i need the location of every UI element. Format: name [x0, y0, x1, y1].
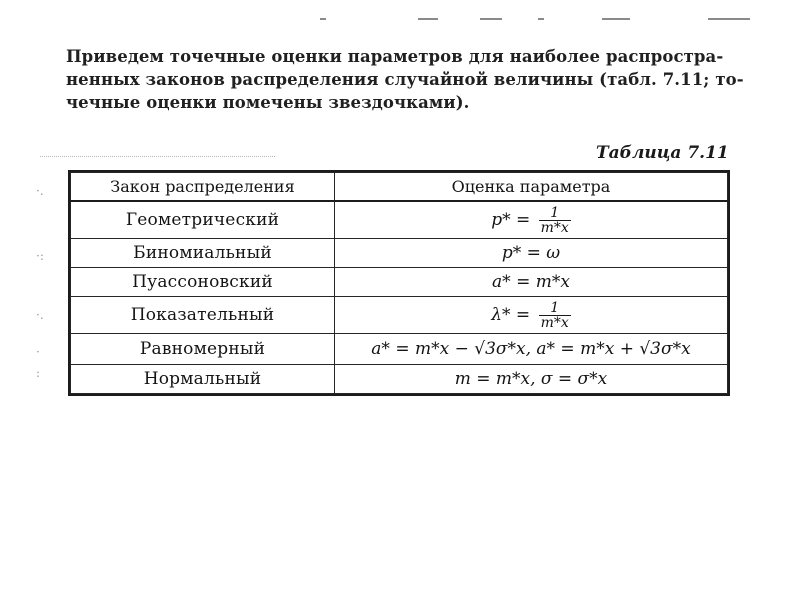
header-law: Закон распределения: [71, 173, 335, 202]
law-cell: Нормальный: [71, 365, 335, 394]
margin-mark: ·: [36, 345, 40, 359]
estimates-table: [68, 170, 730, 396]
fraction-numerator: 1: [539, 206, 571, 221]
formula-cell: a* = m*x: [335, 268, 728, 297]
table-caption: Таблица 7.11: [596, 143, 729, 163]
fraction: [539, 301, 571, 330]
margin-mark: :: [36, 366, 41, 380]
table-row: [71, 201, 728, 239]
formula-cell: m = m*x, σ = σ*x: [335, 365, 728, 394]
table-row: [71, 334, 728, 365]
formula-cell: p* = ω: [335, 239, 728, 268]
scan-noise: [40, 156, 275, 160]
top-scan-dashes: [320, 18, 760, 22]
fraction-denominator: m*x: [540, 314, 569, 331]
margin-mark: ·.: [36, 308, 44, 322]
formula-cell: a* = m*x − √3σ*x, a* = m*x + √3σ*x: [335, 334, 728, 365]
intro-line-1: Приведем точечные оценки параметров для наиболее распростра-: [66, 47, 724, 66]
table-row: [71, 365, 728, 394]
law-cell: Биномиальный: [71, 239, 335, 268]
law-cell: Равномерный: [71, 334, 335, 365]
formula-cell: [335, 297, 728, 334]
intro-paragraph: [66, 45, 766, 114]
table-header-row: [71, 173, 728, 202]
header-estimate: Оценка параметра: [335, 173, 728, 202]
margin-mark: ·.: [36, 184, 44, 198]
law-cell: Показательный: [71, 297, 335, 334]
table-row: [71, 297, 728, 334]
formula-lhs: λ* =: [491, 304, 536, 325]
law-cell: Геометрический: [71, 201, 335, 239]
law-cell: Пуассоновский: [71, 268, 335, 297]
table-row: [71, 239, 728, 268]
table-row: [71, 268, 728, 297]
fraction-denominator: m*x: [540, 219, 569, 236]
intro-line-3: чечные оценки помечены звездочками).: [66, 93, 470, 112]
margin-mark: ·:: [36, 249, 44, 263]
formula-cell: [335, 201, 728, 239]
fraction-numerator: 1: [539, 301, 571, 316]
fraction: [539, 206, 571, 235]
formula-lhs: p* =: [491, 209, 536, 230]
intro-line-2: ненных законов распределения случайной величины (табл. 7.11; то-: [66, 70, 744, 89]
